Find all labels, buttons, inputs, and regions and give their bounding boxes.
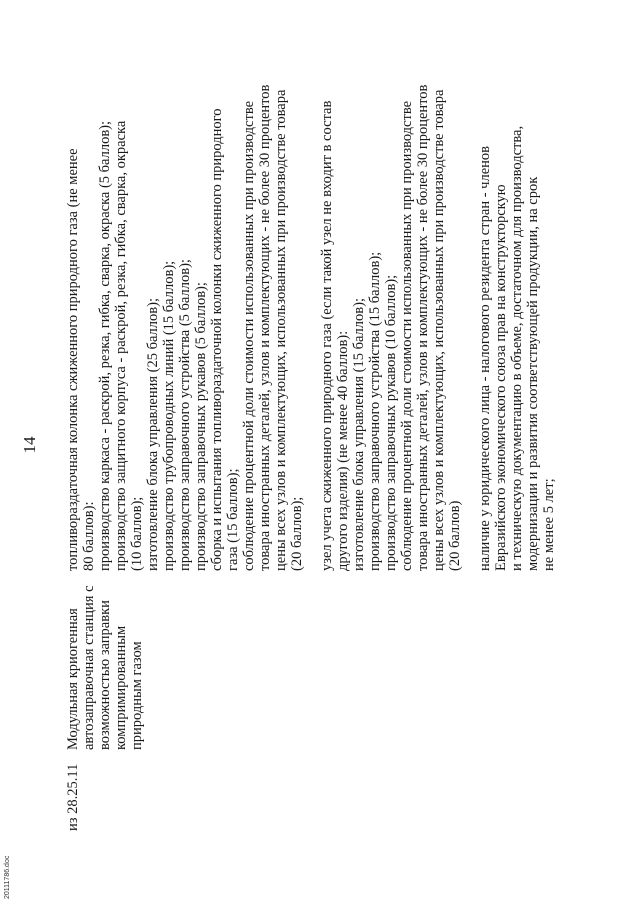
requirement-line: производство заправочного устройства (15 баллов); (367, 251, 383, 571)
requirement-line: производство каркаса - раскрой, резка, гибка, сварка, окраска (5 баллов); (97, 120, 113, 571)
requirement-line: производство заправочных рукавов (5 баллов); (193, 282, 209, 571)
requirement-line: модернизации и развития соответствующей продукции, на срок (525, 176, 541, 571)
requirement-line: производство трубопроводных линий (15 баллов); (161, 260, 177, 571)
requirement-line: соблюдение процентной доли стоимости использованных при производстве (241, 100, 257, 571)
requirement-line: и техническую документацию в объеме, достаточном для производства, (509, 125, 525, 571)
requirement-line: товара иностранных деталей, узлов и комплектующих - не более 30 процентов (257, 84, 273, 571)
requirement-line: другого изделия) (не менее 40 баллов): (335, 330, 351, 571)
requirement-line: изготовление блока управления (15 баллов); (351, 298, 367, 571)
requirement-line: изготовление блока управления (25 баллов); (145, 298, 161, 571)
requirement-line: цены всех узлов и комплектующих, использованных при производстве товара (273, 89, 289, 571)
requirement-line: товара иностранных деталей, узлов и комплектующих - не более 30 процентов (415, 84, 431, 571)
requirement-line: производство заправочных рукавов (10 баллов); (383, 274, 399, 571)
requirement-group-legal-rights (477, 26, 557, 571)
requirement-line: топливораздаточная колонка сжиженного природного газа (не менее (65, 148, 81, 571)
requirement-line: соблюдение процентной доли стоимости использованных при производстве (399, 100, 415, 571)
requirement-line: (10 баллов); (129, 496, 145, 571)
requirement-line: не менее 5 лет; (541, 478, 557, 571)
product-name-cell: Модульная криогенная автозаправочная станция с возможностью заправки компримированным природным газом (65, 585, 145, 750)
requirement-line: 80 баллов): (81, 501, 97, 571)
requirement-line: сборка и испытания топливораздаточной колонки сжиженного природного (209, 108, 225, 571)
okpd-code-cell: из 28.25.11 (65, 763, 81, 831)
requirement-line: (20 баллов) (447, 500, 463, 571)
requirement-line: наличие у юридического лица - налогового резидента стран - членов (477, 146, 493, 571)
requirements-cell (65, 26, 571, 571)
requirement-line: Евразийского экономического союза прав на конструкторскую (493, 184, 509, 571)
requirement-line: производство заправочного устройства (5 баллов); (177, 259, 193, 571)
requirement-group-fuel-dispenser (65, 26, 305, 571)
document-file-code: 20111786.doc (4, 855, 11, 899)
page-number: 14 (20, 436, 39, 454)
requirement-line: производство защитного корпуса - раскрой, резка, гибка, сварка, окраска (113, 120, 129, 571)
requirement-line: узел учета сжиженного природного газа (если такой узел не входит в состав (319, 100, 335, 571)
requirement-line: газа (15 баллов); (225, 468, 241, 571)
requirement-line: (20 баллов); (289, 496, 305, 571)
requirement-line: цены всех узлов и комплектующих, использованных при производстве товара (431, 89, 447, 571)
requirement-group-metering-unit (319, 26, 463, 571)
